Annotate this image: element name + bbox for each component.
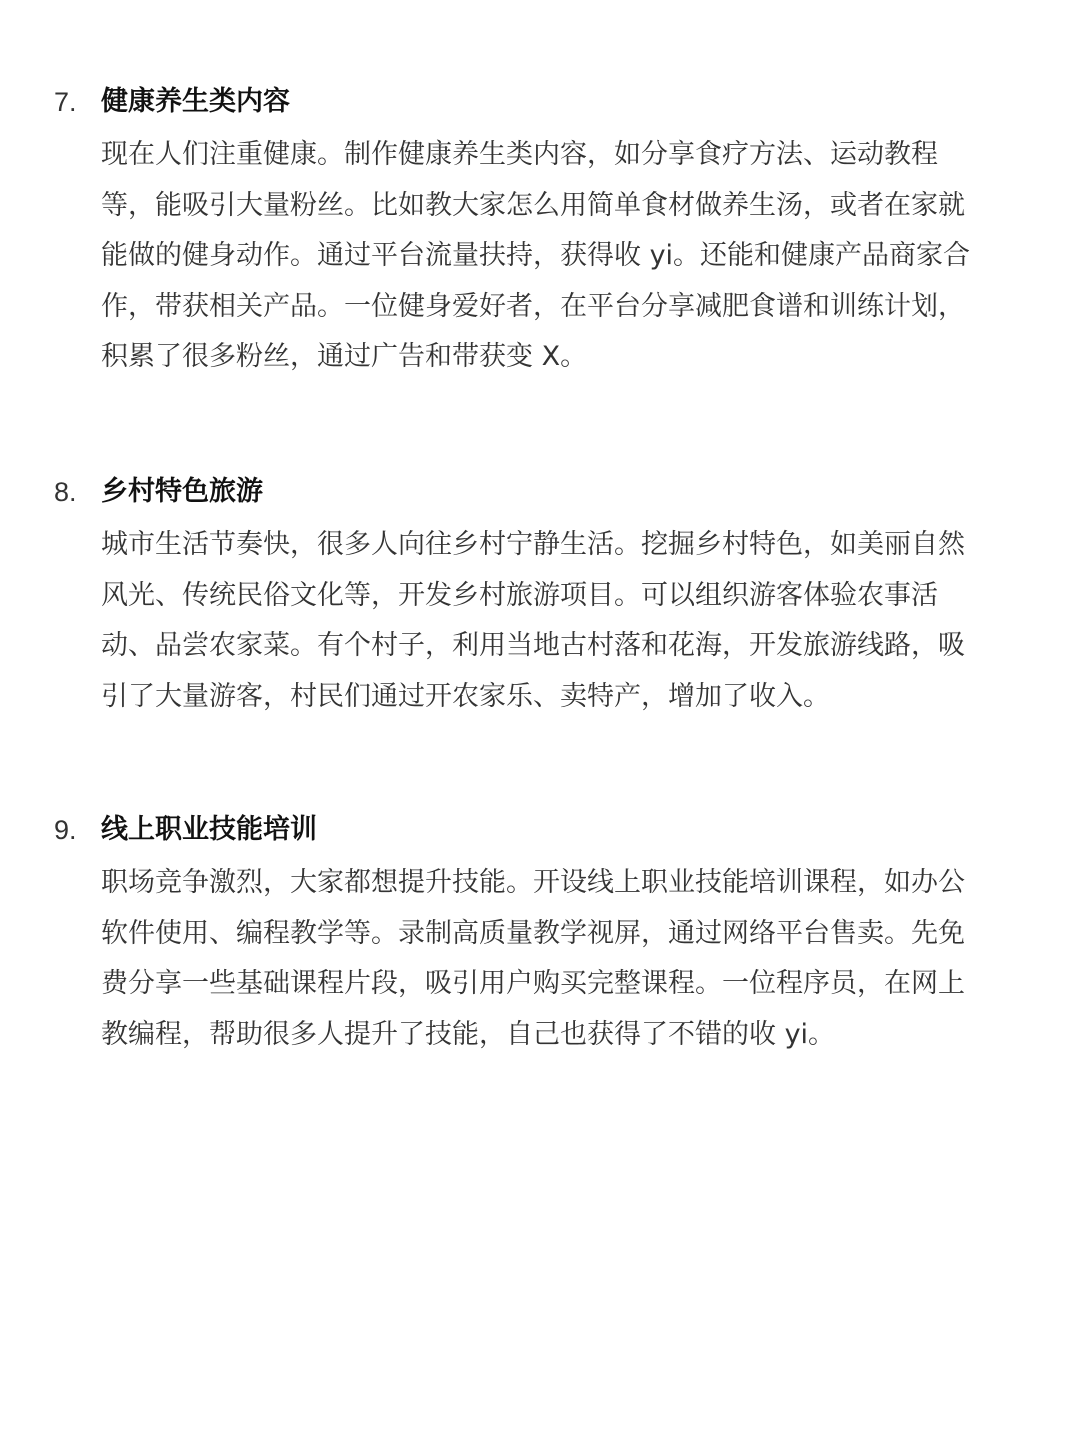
item-number: 9. [54, 815, 77, 845]
paragraph-line: 动、品尝农家菜。有个村子，利用当地古村落和花海，开发旅游线路，吸 [101, 630, 965, 661]
paragraph-line: 软件使用、编程教学等。录制高质量教学视屏，通过网络平台售卖。先免 [101, 917, 965, 949]
item-paragraph [101, 858, 1031, 1060]
paragraph-line: 作，带获相关产品。一位健身爱好者，在平台分享减肥食谱和训练计划， [101, 290, 965, 322]
paragraph-line: 城市生活节奏快，很多人向往乡村宁静生活。挖掘乡村特色，如美丽自然 [101, 529, 965, 560]
paragraph-line: 教编程，帮助很多人提升了技能，自己也获得了不错的收 yi。 [101, 1018, 836, 1050]
paragraph-line: 费分享一些基础课程片段，吸引用户购买完整课程。一位程序员，在网上 [101, 968, 965, 999]
paragraph-line: 积累了很多粉丝，通过广告和带获变 X。 [101, 341, 588, 372]
paragraph-line: 等，能吸引大量粉丝。比如教大家怎么用简单食材做养生汤，或者在家就 [101, 189, 965, 221]
item-number: 7. [54, 87, 77, 117]
item-paragraph [101, 520, 1031, 722]
paragraph-line: 职场竞争激烈，大家都想提升技能。开设线上职业技能培训课程，如办公 [101, 867, 965, 898]
item-paragraph [101, 130, 1031, 383]
item-title: 线上职业技能培训 [101, 814, 317, 845]
item-number: 8. [54, 477, 77, 507]
paragraph-line: 能做的健身动作。通过平台流量扶持，获得收 yi。还能和健康产品商家合 [101, 240, 971, 271]
item-title: 健康养生类内容 [101, 86, 290, 117]
item-title: 乡村特色旅游 [101, 476, 263, 507]
paragraph-line: 风光、传统民俗文化等，开发乡村旅游项目。可以组织游客体验农事活 [101, 579, 938, 611]
paragraph-line: 现在人们注重健康。制作健康养生类内容，如分享食疗方法、运动教程 [101, 139, 938, 170]
paragraph-line: 引了大量游客，村民们通过开农家乐、卖特产，增加了收入。 [101, 680, 830, 712]
